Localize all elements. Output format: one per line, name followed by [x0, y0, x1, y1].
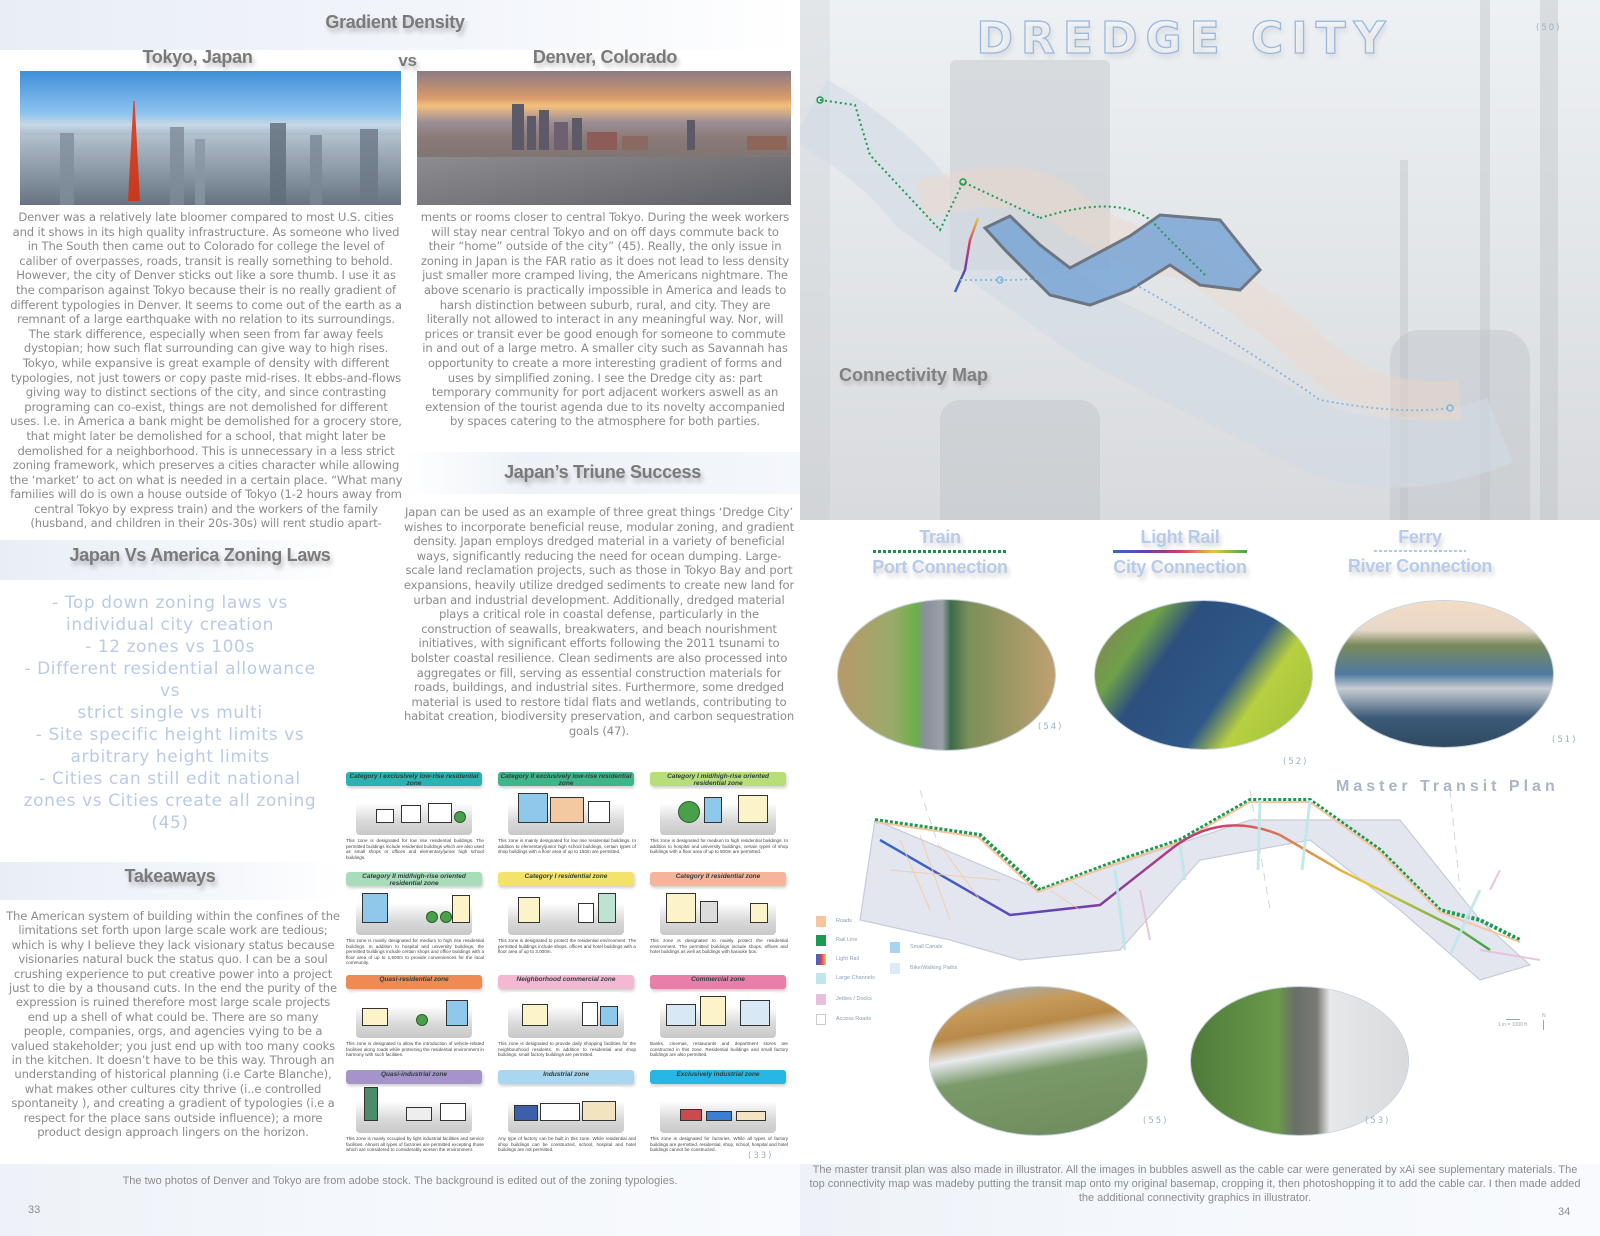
- zone-illustration: [508, 789, 624, 835]
- zoning-line: arbitrary height limits: [70, 747, 270, 767]
- zone-illustration: [356, 992, 472, 1038]
- north-arrow-icon: [1543, 1020, 1544, 1030]
- zoning-laws-title: Japan Vs America Zoning Laws: [69, 545, 331, 565]
- mode-title: Train: [919, 527, 961, 547]
- north-label: N: [1542, 1013, 1546, 1019]
- mode-title: Light Rail: [1140, 527, 1220, 547]
- zone-label: Category I exclusively low-rise residential zone: [346, 772, 482, 786]
- page-title: Gradient Density: [325, 12, 465, 32]
- marina-citation: (55): [1143, 1116, 1169, 1126]
- zoning-line: - Cities can still edit national: [39, 769, 301, 789]
- mode-subtitle: Port Connection: [872, 557, 1008, 577]
- legend-roads: Roads: [816, 915, 852, 927]
- zone-description: This zone is designated to mainly protect the residential environment. The permitted buildings include shops, offices and hotel buildings as well as buildings with karaoke box.: [650, 938, 788, 955]
- zoning-line: individual city creation: [66, 615, 274, 635]
- light-rail-bubble-image: [1095, 601, 1312, 749]
- zone-description: Any type of factory can be built in this zone. While residential and shop buildings can be constructed, school, hospital and hotel buildings are not permitted.: [498, 1136, 636, 1153]
- zone-illustration: [660, 1087, 776, 1133]
- mode-train: [840, 526, 1040, 578]
- mode-subtitle: River Connection: [1347, 556, 1493, 576]
- marina-bubble-image: [930, 987, 1147, 1135]
- zone-label: Industrial zone: [498, 1070, 634, 1084]
- light-rail-swatch: [816, 954, 826, 965]
- zone-illustration: [356, 789, 472, 835]
- zone-card: [496, 772, 636, 867]
- canal-citation: (53): [1365, 1116, 1391, 1126]
- light-rail-citation: (52): [1283, 757, 1309, 767]
- zoning-line: - Top down zoning laws vs: [52, 593, 288, 613]
- zoning-line: - Different residential allowance: [24, 659, 316, 679]
- zone-card: [496, 1070, 636, 1165]
- zone-description: This zone is designated to allow the introduction of vehicle-related facilities along roads while protecting the residential environment in harmony with such facilities.: [346, 1041, 484, 1058]
- zone-label: Category I mid/high-rise oriented residential zone: [650, 772, 786, 786]
- takeaways-body: The American system of building within the confines of the limitations set forth upon large scale work are tedious; which is why I believe they lack visionary status because visionaries natural buck the status quo. I can be a soul crushing experience to put creative power into a project just to die by a thousand cuts. In the end the purity of the expression is ruined therefore most large scale projects end up a shell of what could be. There are so many people, companies, orgs, and agencies vying to be a valued stakeholder; you just end up with too many cooks in the kitchen. It doesn’t have to be this way. Through an understanding of historical planning (i.e Carte Blanche), what makes other cultures city thrive (i..e controlled spontaneity ), and creating a gradient of typologies (i.e a respect for the place sans outside influence); a more product design approach lingers on the horizon.: [6, 909, 340, 1140]
- zone-description: This zone is designated to protect the residential environment. The permitted buildings include shops, offices and hotel buildings with a floor area of up to 3,000m.: [498, 938, 636, 955]
- light-rail-line-swatch: [1113, 550, 1247, 553]
- takeaways-title: Takeaways: [124, 866, 216, 886]
- train-bubble-image: [838, 600, 1055, 750]
- zones-citation: (33): [748, 1151, 774, 1161]
- ferry-line-swatch: [1374, 550, 1466, 552]
- city-left-label: Tokyo, Japan: [142, 47, 253, 67]
- scale-line: [1506, 1019, 1520, 1020]
- zone-card: [648, 772, 788, 867]
- essay-column-1: Denver was a relatively late bloomer compared to most U.S. cities and it shows in its high quality infrastructure. As someone who lived in The South then came out to Colorado for college the level of caliber of overpasses, roads, transit is really something to behold. However, the city of Denver sticks out like a sore thumb. I use it as the comparison against Tokyo because their is no really gradient of different typologies in Denver. It seems to come out of the earth as a remnant of a large earthquake with no relation to its surroundings. The stark difference, especially when seen from far away feels dystopian; how such flat surrounding can give way to high rises. Tokyo, while expansive is great example of density with different typologies, not just towers or copy paste mid-rises. It ebbs-and-flows giving way to distinct sections of the city, and since contrasting programing can co-exist, things are not demolished for different uses. I.e. in America a bank might be demolished for a grocery store, that might later be demolished for a school, that might later be demolished for a neighborhood. This is unnecessary in a less strict zoning framework, which preserves a cities character while allowing the ‘market’ to act on what is needed in a certain place. “What many families will do is own a house outside of Tokyo (1-2 hours away from central Tokyo by express train) and the workers of the family (husband, and children in their 20s-30s) will rent studio apart-: [9, 210, 403, 531]
- zone-label: Quasi-residential zone: [346, 975, 482, 989]
- legend-rail-line: Rail Line: [816, 934, 857, 946]
- zone-label: Exclusively industrial zone: [650, 1070, 786, 1084]
- zoning-line: vs: [159, 681, 181, 701]
- zone-label: Category II residential zone: [650, 872, 786, 886]
- bike-paths-swatch: [890, 963, 900, 974]
- mode-subtitle: City Connection: [1113, 557, 1247, 577]
- large-channels-swatch: [816, 973, 826, 984]
- mode-light-rail: [1080, 526, 1280, 578]
- zoning-line: - Site specific height limits vs: [35, 725, 305, 745]
- zone-description: This zone is mainly designated for low rise residential buildings. In addition to elementary/junior high school buildings, certain types of shop buildings with a floor area of up to 150m are permitted.: [498, 838, 636, 855]
- master-transit-plan-map: [840, 790, 1580, 990]
- legend-access-roads: Access Roads: [816, 1013, 871, 1025]
- zoning-line: - 12 zones vs 100s: [85, 637, 255, 657]
- zone-description: This zone is designated for medium to high residential buildings. In addition to hospital and university buildings, certain types of shop buildings with a floor area of up to 500m are permitted.: [650, 838, 788, 855]
- page-number: 34: [1558, 1206, 1571, 1218]
- mode-ferry: [1320, 526, 1520, 577]
- zone-illustration: [508, 889, 624, 935]
- train-citation: (54): [1038, 722, 1064, 732]
- zone-card: [344, 872, 484, 967]
- connectivity-map-label: Connectivity Map: [839, 365, 989, 385]
- dredge-city-title: DREDGE CITY: [976, 13, 1394, 64]
- zone-illustration: [356, 889, 472, 935]
- zone-label: Quasi-industrial zone: [346, 1070, 482, 1084]
- zone-label: Neighborhood commercial zone: [498, 975, 634, 989]
- legend-jetties-docks: Jetties / Docks: [816, 993, 872, 1005]
- title-citation: (50): [1536, 23, 1562, 33]
- zone-description: This zone is mainly occupied by light industrial facilities and service facilities. Almost all types of factories are permitted excepting those which are considered to considerably worsen the environment.: [346, 1136, 484, 1153]
- zone-label: Category I residential zone: [498, 872, 634, 886]
- zone-description: This zone is designated for low rise residential buildings. The permitted buildings include residential buildings which are also used as small shops or offices and elementary/junior high school buildings.: [346, 838, 484, 860]
- roads-swatch: [816, 916, 826, 927]
- zone-card: [344, 975, 484, 1070]
- essay-column-2: ments or rooms closer to central Tokyo. During the week workers will stay near central Tokyo and on off days commute back to their “home” outside of the city” (45). Really, the only issue in zoning in Japan is the FAR ratio as it does not lead to less density just smaller more cramped living, the Americans nightmare. The above scenario is practically impossible in America and leads to harsh distinction between suburb, rural, and city. They are literally not allowed to interact in any meaningful way. Nor, will prices or transit ever be good enough for someone to commute in and out of a large metro. A smaller city such as Savannah has opportunity to create a more interesting gradient of forms and uses by simplified zoning. I see the Dredge city as: part temporary community for port adjacent workers aswell as an extension of the tourist agenda due to its novelty accompanied by spaces catering to the atmosphere for both parties.: [420, 210, 790, 429]
- tokyo-photo: [20, 71, 401, 205]
- legend-small-canals: Small Canals: [890, 941, 942, 953]
- scale-bar: [1498, 1015, 1558, 1033]
- zone-label: Category II exclusively low-rise residential zone: [498, 772, 634, 786]
- zone-card: [496, 872, 636, 967]
- city-right-label: Denver, Colorado: [532, 47, 678, 67]
- connectivity-hero: [800, 0, 1600, 520]
- legend-large-channels: Large Channels: [816, 972, 875, 984]
- zone-description: Banks, cinemas, restaurants and department stores are constructed in this zone. Residential buildings and small factory buildings are also permitted.: [650, 1041, 788, 1058]
- zone-description: This zone is mainly designated for medium to high rise residential buildings. In addition to hospital and university buildings, the permitted buildings include certain shops and office buildings with a floor area of up to 1,500m to provide conveniences for the local community.: [346, 938, 484, 966]
- zone-description: This zone is designated for factories. While all types of factory buildings are permitted, residential, shop, school, hospital and hotel buildings cannot be constructed.: [650, 1136, 788, 1153]
- zone-card: [648, 872, 788, 967]
- jetties-swatch: [816, 994, 826, 1005]
- zone-label: Category II mid/high-rise oriented residential zone: [346, 872, 482, 886]
- master-transit-plan-title: Master Transit Plan: [1336, 778, 1559, 795]
- footer-note: The two photos of Denver and Tokyo are from adobe stock. The background is edited out of the zoning typologies.: [122, 1175, 678, 1187]
- rail-line-swatch: [816, 935, 826, 946]
- scale-label: 1 in = 1000 ft: [1498, 1022, 1528, 1028]
- zoning-line: strict single vs multi: [77, 703, 263, 723]
- right-page: [800, 0, 1600, 1236]
- versus-label: vs: [398, 51, 417, 70]
- footer-note: The master transit plan was also made in illustrator. All the images in bubbles aswell as the cable car were generated by xAi see suplementary materials. The top connectivity map was madeby putting the transit map onto my original basemap, cropping it, then photoshopping it to add the cable car. I then made added the additional connectivity graphics in illustrator.: [809, 1164, 1581, 1204]
- access-roads-swatch: [816, 1014, 826, 1025]
- denver-photo: [417, 71, 791, 205]
- mode-title: Ferry: [1398, 527, 1442, 547]
- zone-illustration: [356, 1087, 472, 1133]
- canal-bubble-image: [1191, 987, 1408, 1135]
- zone-description: This zone is designated to provide daily shopping facilities for the neighbourhood residents. In addition to residential and shop buildings, small factory buildings are permitted.: [498, 1041, 636, 1058]
- zoning-line: zones vs Cities create all zoning: [23, 791, 317, 811]
- zone-illustration: [508, 1087, 624, 1133]
- zone-card: [344, 772, 484, 867]
- zone-illustration: [660, 889, 776, 935]
- triune-body: Japan can be used as an example of three great things ‘Dredge City’ wishes to incorporate beneficial reuse, modular zoning, and gradient density. Japan employs dredged material in a variety of beneficial ways, significantly reducing the need for ocean dumping. Large-scale land reclamation projects, such as those in Tokyo Bay and port expansions, heavily utilize dredged sediments to create new land for urban and industrial development. Additionally, dredged material plays a critical role in coastal defense, particularly in the construction of seawalls, breakwaters, and beach nourishment initiatives, with significant efforts following the 2011 tsunami to bolster coastal resilience. Clean sediments are also processed into aggregates or fill, serving as essential construction materials for roads, buildings, and industrial sites. Furthermore, some dredged material is used to restore tidal flats and wetlands, contributing to habitat creation, biodiversity preservation, and carbon sequestration goals (47).: [403, 505, 795, 738]
- zone-card: [648, 975, 788, 1070]
- ferry-bubble-image: [1335, 601, 1553, 747]
- zone-illustration: [660, 992, 776, 1038]
- zone-card: [344, 1070, 484, 1165]
- connectivity-map: [800, 0, 1600, 520]
- small-canals-swatch: [890, 942, 900, 953]
- zone-illustration: [660, 789, 776, 835]
- zone-illustration: [508, 992, 624, 1038]
- legend-light-rail: Light Rail: [816, 953, 859, 965]
- zone-card: [496, 975, 636, 1070]
- zone-label: Commercial zone: [650, 975, 786, 989]
- triune-title: Japan’s Triune Success: [504, 462, 701, 482]
- zoning-line: (45): [151, 813, 189, 833]
- legend-bike-walking: Bike/Walking Paths: [890, 962, 957, 974]
- page-number: 33: [28, 1204, 41, 1216]
- ferry-citation: (51): [1552, 735, 1578, 745]
- zoning-laws-list: [0, 592, 340, 834]
- train-line-swatch: [873, 550, 1007, 553]
